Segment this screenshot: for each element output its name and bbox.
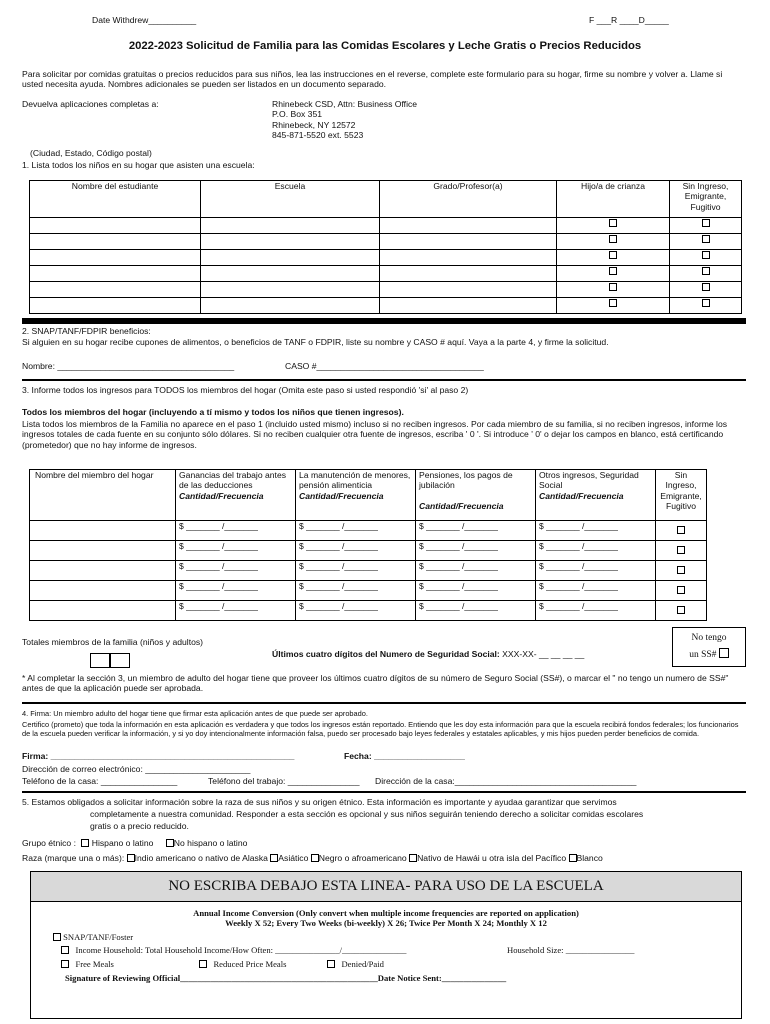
date-field[interactable]: Fecha: ___________________ [344, 751, 465, 761]
address-line: Rhinebeck, NY 12572 [272, 119, 356, 130]
race-option: Asiático [278, 853, 309, 863]
non-hispanic-label: No hispano o latino [173, 838, 248, 848]
totals-box[interactable] [110, 653, 130, 668]
hispanic-label: Hispano o latino [91, 838, 154, 848]
grade-cell[interactable] [380, 234, 557, 250]
section5-line2: completamente a nuestra comunidad. Responder a esta sección es opcional y sus niños seguirán teniendo derecho a solicitar comidas escolares [90, 809, 644, 819]
intro-text: Para solicitar por comidas gratuitas o precios reducidos para sus niños, lea las instrucciones en el reverse, complete este formulario para su hogar, firme su nombre y volver a. Llame si usted necesita ayuda. Nombres adicionales se pueden ser listados en un documento separado. [22, 69, 723, 90]
school-cell[interactable] [201, 218, 380, 234]
reduced-row [199, 959, 286, 969]
frd-code: F ___R ____D_____ [589, 15, 669, 25]
no-income-checkbox[interactable] [702, 299, 710, 307]
pension-field[interactable]: $ _______ /_______ [416, 521, 536, 541]
col-foster: Hijo/a de crianza [557, 181, 670, 218]
table-row [30, 298, 742, 314]
section-divider [22, 379, 746, 381]
pension-field[interactable]: $ _______ /_______ [416, 561, 536, 581]
other-field[interactable]: $ _______ /_______ [536, 541, 656, 561]
race-option: Blanco [576, 853, 603, 863]
race-row [22, 853, 603, 863]
foster-checkbox[interactable] [609, 299, 617, 307]
reduced-checkbox[interactable] [199, 960, 207, 968]
free-label: Free Meals [75, 959, 114, 969]
pension-field[interactable]: $ _______ /_______ [416, 541, 536, 561]
income-row [61, 945, 406, 955]
col-grade: Grado/Profesor(a) [380, 181, 557, 218]
member-name-cell[interactable] [30, 601, 176, 621]
col-school: Escuela [201, 181, 380, 218]
member-name-cell[interactable] [30, 581, 176, 601]
denied-row [327, 959, 384, 969]
hispanic-checkbox[interactable] [81, 839, 89, 847]
signature-field[interactable]: Firma: ___________________________________________________ [22, 751, 295, 761]
earnings-field[interactable]: $ _______ /_______ [176, 581, 296, 601]
reduced-label: Reduced Price Meals [213, 959, 287, 969]
section4-cert: Certifico (prometo) que toda la información en esta aplicación es verdadera y que todos los ingresos están reportado. Entiendo que les doy esta información para que la escuela recibirá fondos federales; los funcionarios de la escuela pueden verificar la información, y si yo doy intencionalmente información falsa, puedo ser procesado bajo leyes federales y estatales aplicables, y mis hijos pueden perder beneficios de comida. [22, 720, 739, 739]
race-option: Indio americano o nativo de Alaska [134, 853, 268, 863]
school-cell[interactable] [201, 298, 380, 314]
col-other [536, 470, 656, 521]
other-field[interactable]: $ _______ /_______ [536, 521, 656, 541]
col-support-label: La manutención de menores, pensión alimenticia [299, 470, 411, 491]
ssn-label: Últimos cuatro dígitos del Numero de Seguridad Social: [272, 649, 500, 659]
col-no-income: Sin Ingreso, Emigrante, Fugitivo [670, 181, 742, 218]
address-line: Rhinebeck CSD, Attn: Business Office [272, 99, 418, 109]
col-student: Nombre del estudiante [30, 181, 201, 218]
table-row [30, 282, 742, 298]
section1-title: 1. Lista todos los niños en su hogar que asisten una escuela: [22, 160, 255, 170]
grade-cell[interactable] [380, 298, 557, 314]
snap-label: SNAP/TANF/Foster [63, 932, 134, 942]
race-option: Nativo de Hawái u otra isla del Pacífico [417, 853, 567, 863]
earnings-field[interactable]: $ _______ /_______ [176, 521, 296, 541]
school-cell[interactable] [201, 250, 380, 266]
no-income-checkbox[interactable] [677, 586, 685, 594]
city-state-label: (Ciudad, Estado, Código postal) [30, 148, 152, 158]
support-field[interactable]: $ _______ /_______ [296, 581, 416, 601]
section-divider [22, 702, 746, 704]
earnings-field[interactable]: $ _______ /_______ [176, 601, 296, 621]
race-checkbox[interactable] [409, 854, 417, 862]
table-row [30, 541, 707, 561]
income-table [29, 469, 707, 621]
member-name-cell[interactable] [30, 521, 176, 541]
pension-field[interactable]: $ _______ /_______ [416, 601, 536, 621]
table-row [30, 601, 707, 621]
student-name-cell[interactable] [30, 250, 201, 266]
no-income-checkbox[interactable] [702, 251, 710, 259]
household-size-field[interactable]: Household Size: ________________ [507, 945, 635, 955]
free-checkbox[interactable] [61, 960, 69, 968]
student-name-cell[interactable] [30, 266, 201, 282]
conversion-line1: Annual Income Conversion (Only convert when multiple income frequencies are reported on application) [193, 908, 579, 918]
qty-label: Cantidad/Frecuencia [299, 490, 384, 501]
denied-label: Denied/Paid [341, 959, 384, 969]
free-row [61, 959, 114, 969]
other-field[interactable]: $ _______ /_______ [536, 581, 656, 601]
school-cell[interactable] [201, 234, 380, 250]
grade-cell[interactable] [380, 266, 557, 282]
col-none: Sin Ingreso, Emigrante, Fugitivo [656, 470, 707, 521]
col-earnings [176, 470, 296, 521]
section3-bold: Todos los miembros del hogar (incluyendo a tí mismo y todos los niños que tienen ingresos). [22, 407, 404, 417]
table-row [30, 561, 707, 581]
foster-checkbox[interactable] [609, 251, 617, 259]
home-address-field[interactable]: Dirección de la casa:______________________________________ [375, 776, 637, 786]
school-cell[interactable] [201, 282, 380, 298]
snap-row [53, 932, 133, 942]
table-row [30, 581, 707, 601]
race-option: Negro o afroamericano [318, 853, 407, 863]
ssn-row [272, 649, 584, 659]
no-income-checkbox[interactable] [702, 283, 710, 291]
support-field[interactable]: $ _______ /_______ [296, 561, 416, 581]
support-field[interactable]: $ _______ /_______ [296, 541, 416, 561]
col-pension-label: Pensiones, los pagos de jubilación [419, 470, 513, 491]
no-income-checkbox[interactable] [702, 235, 710, 243]
no-income-checkbox[interactable] [702, 267, 710, 275]
children-table [29, 180, 742, 314]
support-field[interactable]: $ _______ /_______ [296, 521, 416, 541]
race-checkbox[interactable] [311, 854, 319, 862]
section2-text: Si alguien en su hogar recibe cupones de alimentos, o beneficios de TANF o FDPIR, liste su nombre y CASO # aquí. Vaya a la parte 4, y firme la solicitud. [22, 337, 609, 347]
return-address [272, 99, 417, 141]
race-checkbox[interactable] [127, 854, 135, 862]
foster-checkbox[interactable] [609, 267, 617, 275]
conversion-line2: Weekly X 52; Every Two Weeks (bi-weekly) X 26; Twice Per Month X 24; Monthly X 12 [225, 918, 547, 929]
race-checkbox[interactable] [569, 854, 577, 862]
student-name-cell[interactable] [30, 218, 201, 234]
section5-line3: gratis o a precio reducido. [90, 821, 189, 831]
table-row [30, 234, 742, 250]
grade-cell[interactable] [380, 282, 557, 298]
qty-label: Cantidad/Frecuencia [179, 490, 264, 501]
no-ssn-line2: un SS# [689, 649, 717, 660]
no-income-checkbox[interactable] [677, 566, 685, 574]
member-name-cell[interactable] [30, 541, 176, 561]
foster-checkbox[interactable] [609, 219, 617, 227]
no-income-checkbox[interactable] [677, 606, 685, 614]
no-income-checkbox[interactable] [677, 546, 685, 554]
support-field[interactable]: $ _______ /_______ [296, 601, 416, 621]
table-row [30, 521, 707, 541]
no-income-checkbox[interactable] [677, 526, 685, 534]
section5-line1: 5. Estamos obligados a solicitar información sobre la raza de sus niños y su origen étnico. Esta información es importante y ayudaa garantizar que servimos [22, 797, 617, 807]
office-use-box [30, 871, 742, 1019]
reviewer-signature-field[interactable]: Signature of Reviewing Official______________________________________________Date Notice Sent:_______________ [65, 973, 507, 983]
address-line: 845-871-5520 ext. 5523 [272, 130, 364, 141]
snap-name-field[interactable]: Nombre: _____________________________________ [22, 361, 235, 371]
office-banner: NO ESCRIBA DEBAJO ESTA LINEA- PARA USO DE LA ESCUELA [31, 872, 741, 902]
earnings-field[interactable]: $ _______ /_______ [176, 541, 296, 561]
race-label: Raza (marque una o más): [22, 853, 125, 863]
other-field[interactable]: $ _______ /_______ [536, 601, 656, 621]
home-phone-field[interactable]: Teléfono de la casa: ________________ [22, 776, 178, 786]
date-withdrew: Date Withdrew__________ [92, 15, 197, 25]
ethnic-row [22, 838, 247, 848]
email-field[interactable]: Dirección de correo electrónico: ______________________ [22, 764, 251, 774]
foster-checkbox[interactable] [609, 283, 617, 291]
ssn-note: * Al completar la sección 3, un miembro de adulto del hogar tiene que proveer los últimos cuatro dígitos de su número de Seguro Social (SS#), o marcar el " no tengo un numero de SS#" antes de que la aplicación puede ser aprobada. [22, 673, 729, 694]
grade-cell[interactable] [380, 218, 557, 234]
table-row [30, 266, 742, 282]
other-field[interactable]: $ _______ /_______ [536, 561, 656, 581]
return-label: Devuelva aplicaciones completas a: [22, 99, 159, 109]
income-label: Income Household: Total Household Income/How Often: _______________/_______________ [75, 945, 407, 955]
school-cell[interactable] [201, 266, 380, 282]
col-other-label: Otros ingresos, Seguridad Social [539, 470, 639, 491]
section3-title: 3. Informe todos los ingresos para TODOS los miembros del hogar (Omita este paso si usted respondió 'si' al paso 2) [22, 385, 469, 395]
col-member: Nombre del miembro del hogar [30, 470, 176, 521]
student-name-cell[interactable] [30, 282, 201, 298]
qty-label: Cantidad/Frecuencia [539, 490, 624, 501]
snap-checkbox[interactable] [53, 933, 61, 941]
no-ssn-box [672, 627, 746, 667]
no-income-checkbox[interactable] [702, 219, 710, 227]
work-phone-field[interactable]: Teléfono del trabajo: _______________ [208, 776, 360, 786]
no-ssn-checkbox[interactable] [719, 648, 729, 658]
col-earnings-label: Ganancias del trabajo antes de las deducciones [179, 470, 287, 491]
table-row [30, 218, 742, 234]
student-name-cell[interactable] [30, 298, 201, 314]
denied-checkbox[interactable] [327, 960, 335, 968]
member-name-cell[interactable] [30, 561, 176, 581]
income-checkbox[interactable] [61, 946, 69, 954]
col-support [296, 470, 416, 521]
foster-checkbox[interactable] [609, 235, 617, 243]
non-hispanic-checkbox[interactable] [166, 839, 174, 847]
section-divider [22, 318, 746, 324]
ethnic-label: Grupo étnico : [22, 838, 76, 848]
section2-title: 2. SNAP/TANF/FDPIR beneficios: [22, 326, 151, 336]
no-ssn-line1: No tengo [691, 633, 727, 643]
section3-text: Lista todos los miembros de la Familia no aparece en el paso 1 (incluido usted mismo) incluso si no reciben ingresos. Por cada miembro de su familia, si no reciben ingresos, informe los ingresos totales de cada fuente en su conjunto sólo dólares. Si no reciben cualquier otra fuente de ingresos, escriba ' 0 '. Si introduce ' 0' o dejar los campos en blanco, está certificando (prometedor) que no hay informe de ingresos. [22, 419, 728, 450]
student-name-cell[interactable] [30, 234, 201, 250]
address-line: P.O. Box 351 [272, 109, 323, 120]
section4-title: 4. Firma: Un miembro adulto del hogar tiene que firmar esta aplicación antes de que puede ser aprobado. [22, 709, 368, 718]
ssn-field[interactable]: XXX-XX- __ __ __ __ [502, 649, 585, 659]
qty-label: Cantidad/Frecuencia [419, 500, 504, 511]
case-number-field[interactable]: CASO #___________________________________ [285, 361, 484, 371]
totals-label: Totales miembros de la familia (niños y adultos) [22, 637, 204, 647]
pension-field[interactable]: $ _______ /_______ [416, 581, 536, 601]
totals-box[interactable] [90, 653, 110, 668]
grade-cell[interactable] [380, 250, 557, 266]
section-divider [22, 791, 746, 793]
earnings-field[interactable]: $ _______ /_______ [176, 561, 296, 581]
form-title: 2022-2023 Solicitud de Familia para las Comidas Escolares y Leche Gratis o Precios Reducidos [128, 40, 642, 52]
col-pension [416, 470, 536, 521]
table-row [30, 250, 742, 266]
